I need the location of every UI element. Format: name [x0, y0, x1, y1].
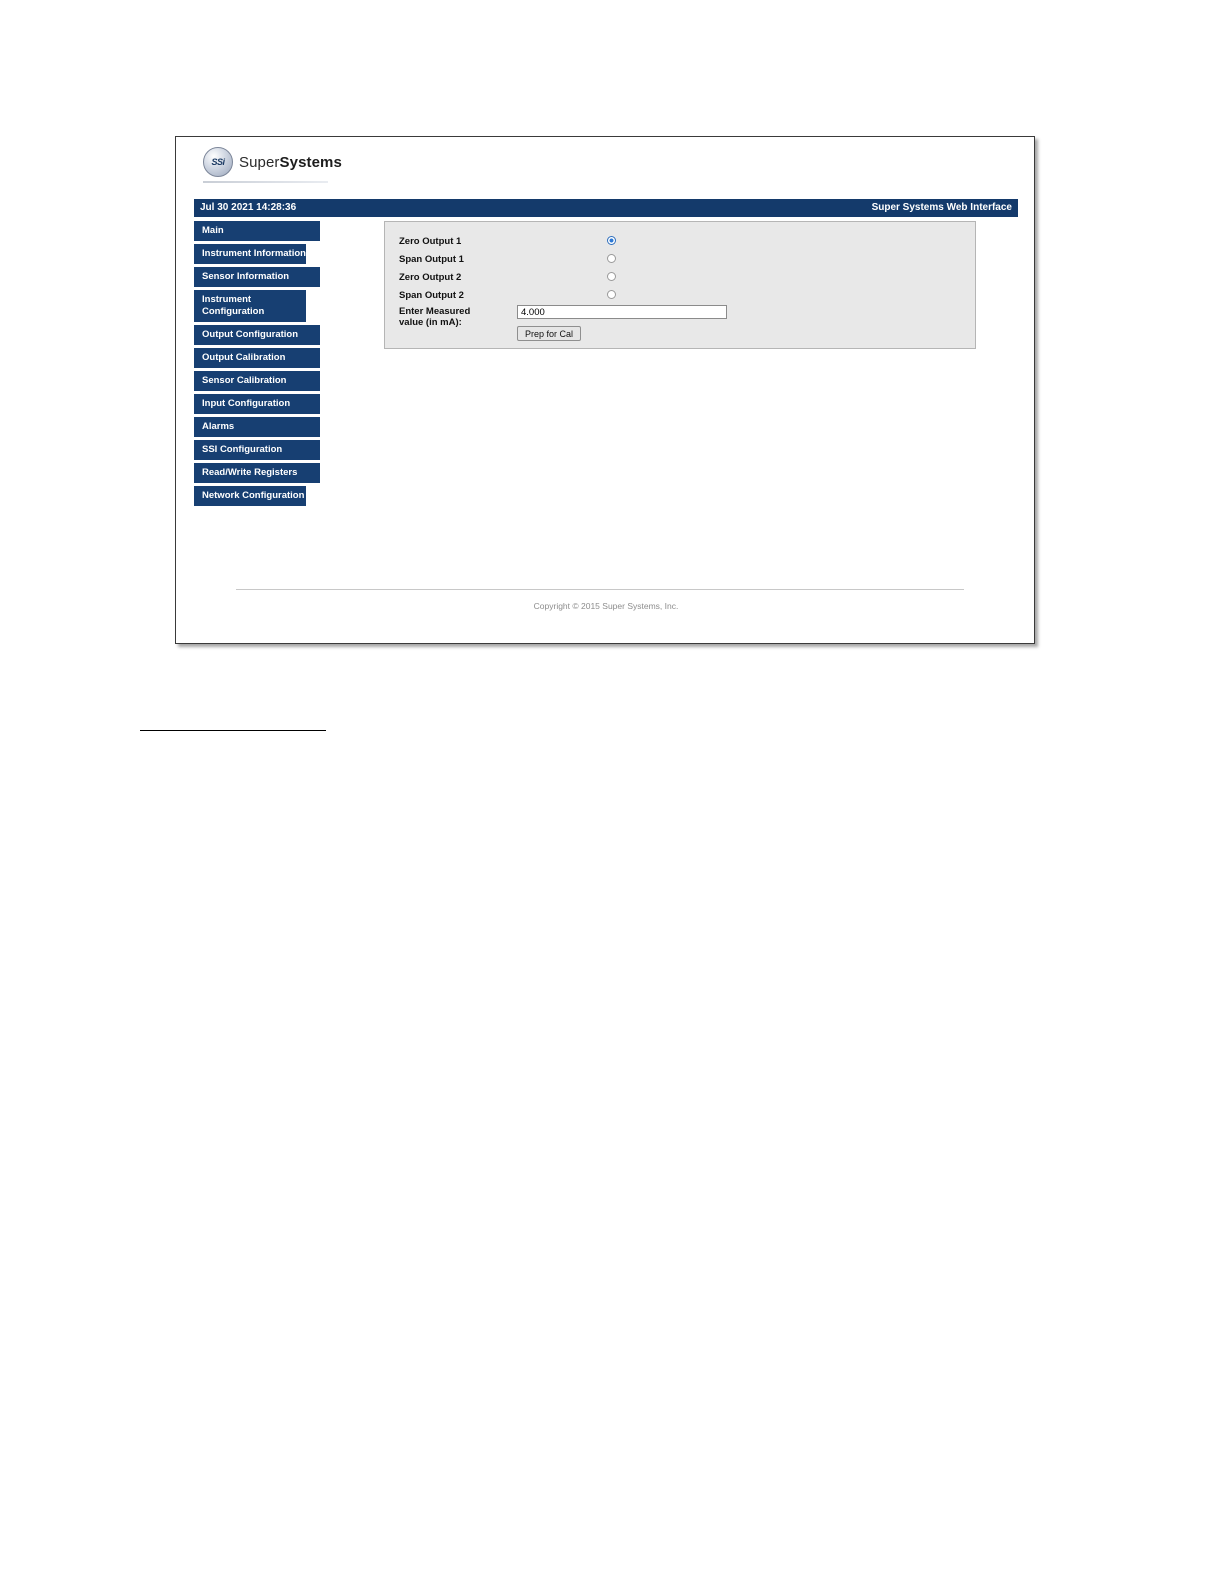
brand-name: [239, 154, 342, 171]
sidebar-item-read-write-registers[interactable]: Read/Write Registers: [194, 463, 320, 484]
sidebar-item-alarms[interactable]: Alarms: [194, 417, 320, 438]
radio-span-output-1[interactable]: [607, 254, 616, 263]
radio-zero-output-1[interactable]: [607, 236, 616, 245]
web-interface-screenshot: [175, 136, 1035, 644]
sidebar-item-instrument-information[interactable]: Instrument Information: [194, 244, 306, 265]
sidebar-item-main[interactable]: Main: [194, 221, 320, 242]
footer-divider: [236, 589, 964, 590]
page-horizontal-rule: [140, 730, 326, 731]
prep-for-cal-button[interactable]: Prep for Cal: [517, 326, 581, 341]
option-label-zero-output-1: Zero Output 1: [399, 236, 462, 247]
radio-span-output-2[interactable]: [607, 290, 616, 299]
page-title: Super Systems Web Interface: [871, 202, 1012, 213]
brand-divider: [203, 181, 328, 183]
sidebar-item-sensor-calibration[interactable]: Sensor Calibration: [194, 371, 320, 392]
sidebar-item-instrument-configuration[interactable]: Instrument Configuration: [194, 290, 306, 323]
footer-copyright: Copyright © 2015 Super Systems, Inc.: [533, 601, 679, 611]
measured-value-label-line2: value (in mA):: [399, 317, 462, 328]
brand-logo: [203, 147, 342, 177]
measured-value-input[interactable]: [517, 305, 727, 319]
output-calibration-panel: [384, 221, 976, 349]
option-label-span-output-2: Span Output 2: [399, 290, 464, 301]
measured-value-label-line1: Enter Measured: [399, 306, 471, 317]
sidebar-item-network-configuration[interactable]: Network Configuration: [194, 486, 306, 507]
sidebar-item-output-configuration[interactable]: Output Configuration: [194, 325, 320, 346]
sidebar-item-sensor-information[interactable]: Sensor Information: [194, 267, 320, 288]
option-label-span-output-1: Span Output 1: [399, 254, 464, 265]
sidebar-item-output-calibration[interactable]: Output Calibration: [194, 348, 320, 369]
sidebar-item-ssi-configuration[interactable]: SSI Configuration: [194, 440, 320, 461]
brand-name-light: Super: [239, 153, 280, 171]
measured-value-label: [399, 306, 470, 328]
radio-zero-output-2[interactable]: [607, 272, 616, 281]
timestamp: Jul 30 2021 14:28:36: [200, 202, 297, 213]
brand-name-bold: Systems: [279, 153, 342, 171]
sidebar-nav: [194, 221, 320, 509]
logo-band: [176, 137, 1034, 199]
sidebar-item-input-configuration[interactable]: Input Configuration: [194, 394, 320, 415]
ssi-logo-icon: SSi: [203, 147, 233, 177]
option-label-zero-output-2: Zero Output 2: [399, 272, 462, 283]
title-bar: [194, 199, 1018, 217]
